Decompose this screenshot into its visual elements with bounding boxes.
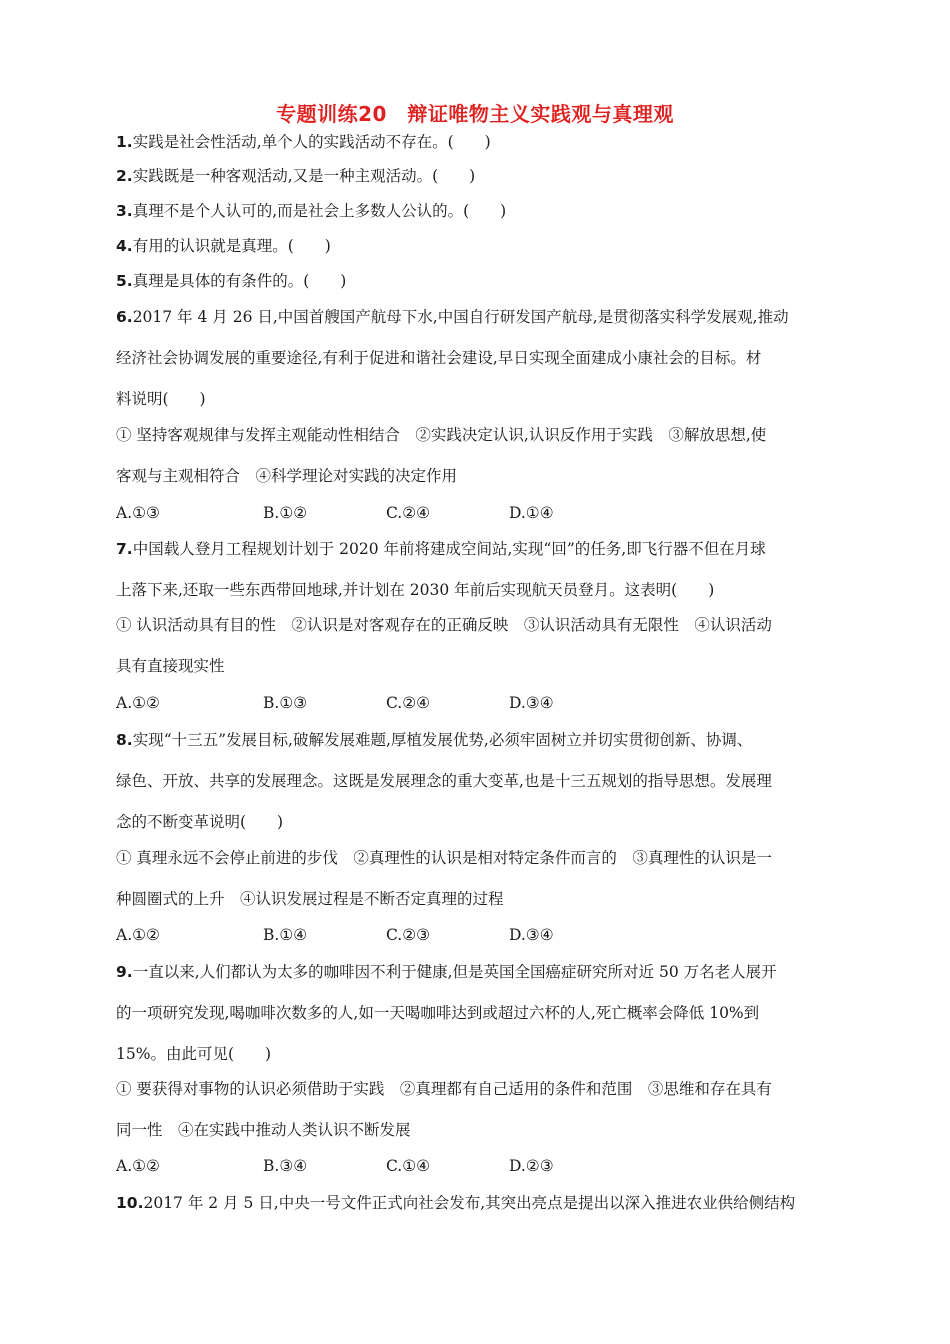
question-6-line-3: 料说明( ) [116, 390, 206, 408]
question-number: 1. [116, 133, 133, 151]
question-8-line-1 [116, 729, 836, 751]
question-7-line-2: 上落下来,还取一些东西带回地球,并计划在 2030 年前后实现航天员登月。这表明( ) [116, 581, 715, 599]
option-d: D.③④ [509, 694, 554, 712]
question-7-statements-2: 具有直接现实性 [116, 657, 225, 675]
question-4 [116, 235, 836, 257]
question-text: 实践既是一种客观活动,又是一种主观活动。( ) [132, 167, 476, 185]
question-10-line-1 [116, 1192, 836, 1214]
question-8-line-2: 绿色、开放、共享的发展理念。这既是发展理念的重大变革,也是十三五规划的指导思想。发展理 [116, 772, 772, 790]
option-b: B.①② [263, 504, 308, 522]
question-number: 9. [116, 963, 133, 981]
question-number: 5. [116, 272, 133, 290]
question-5 [116, 270, 836, 292]
option-b: B.③④ [263, 1157, 308, 1175]
question-number: 6. [116, 308, 133, 326]
question-text: 2017 年 2 月 5 日,中央一号文件正式向社会发布,其突出亮点是提出以深入推进农业供给侧结构 [143, 1194, 796, 1212]
question-1 [116, 131, 836, 153]
question-number: 3. [116, 202, 133, 220]
question-text: 真理不是个人认可的,而是社会上多数人公认的。( ) [132, 202, 507, 220]
question-7-statements-1: ① 认识活动具有目的性 ②认识是对客观存在的正确反映 ③认识活动具有无限性 ④认识活动 [116, 616, 772, 634]
option-a: A.①③ [116, 504, 160, 522]
question-text: 有用的认识就是真理。( ) [132, 237, 331, 255]
question-6-statements-2: 客观与主观相符合 ④科学理论对实践的决定作用 [116, 467, 458, 485]
option-a: A.①② [116, 926, 160, 944]
question-text: 2017 年 4 月 26 日,中国首艘国产航母下水,中国自行研发国产航母,是贯彻落实科学发展观,推动 [132, 308, 789, 326]
question-text: 实践是社会性活动,单个人的实践活动不存在。( ) [132, 133, 491, 151]
option-a: A.①② [116, 694, 160, 712]
option-d: D.②③ [509, 1157, 554, 1175]
option-c: C.②④ [386, 504, 431, 522]
question-text: 一直以来,人们都认为太多的咖啡因不利于健康,但是英国全国癌症研究所对近 50 万名老人展开 [132, 963, 777, 981]
question-number: 4. [116, 237, 133, 255]
question-9-line-1 [116, 961, 836, 983]
question-9-line-2: 的一项研究发现,喝咖啡次数多的人,如一天喝咖啡达到或超过六杯的人,死亡概率会降低 10%到 [116, 1004, 760, 1022]
option-d: D.①④ [509, 504, 554, 522]
option-b: B.①④ [263, 926, 308, 944]
question-number: 2. [116, 167, 133, 185]
question-3 [116, 200, 836, 222]
option-c: C.②③ [386, 926, 431, 944]
question-text: 真理是具体的有条件的。( ) [132, 272, 347, 290]
question-2 [116, 165, 836, 187]
question-9-statements-2: 同一性 ④在实践中推动人类认识不断发展 [116, 1121, 411, 1139]
question-6-statements-1: ① 坚持客观规律与发挥主观能动性相结合 ②实践决定认识,认识反作用于实践 ③解放思想,使 [116, 426, 767, 444]
option-b: B.①③ [263, 694, 308, 712]
question-number: 8. [116, 731, 133, 749]
question-6-line-2: 经济社会协调发展的重要途径,有利于促进和谐社会建设,早日实现全面建成小康社会的目标。材 [116, 349, 762, 367]
question-9-line-3: 15%。由此可见( ) [116, 1045, 272, 1063]
question-number: 10. [116, 1194, 144, 1212]
question-8-line-3: 念的不断变革说明( ) [116, 813, 284, 831]
question-9-statements-1: ① 要获得对事物的认识必须借助于实践 ②真理都有自己适用的条件和范围 ③思维和存在具有 [116, 1080, 772, 1098]
document-title: 专题训练20 辩证唯物主义实践观与真理观 [276, 102, 674, 126]
question-6-line-1 [116, 306, 836, 328]
question-8-statements-2: 种圆圈式的上升 ④认识发展过程是不断否定真理的过程 [116, 890, 504, 908]
option-c: C.①④ [386, 1157, 431, 1175]
question-text: 中国载人登月工程规划计划于 2020 年前将建成空间站,实现“回”的任务,即飞行器不但在月球 [132, 540, 766, 558]
option-c: C.②④ [386, 694, 431, 712]
question-number: 7. [116, 540, 133, 558]
question-text: 实现“十三五”发展目标,破解发展难题,厚植发展优势,必须牢固树立并切实贯彻创新、协调、 [132, 731, 753, 749]
question-7-line-1 [116, 538, 836, 560]
option-a: A.①② [116, 1157, 160, 1175]
option-d: D.③④ [509, 926, 554, 944]
question-8-statements-1: ① 真理永远不会停止前进的步伐 ②真理性的认识是相对特定条件而言的 ③真理性的认识是一 [116, 849, 772, 867]
